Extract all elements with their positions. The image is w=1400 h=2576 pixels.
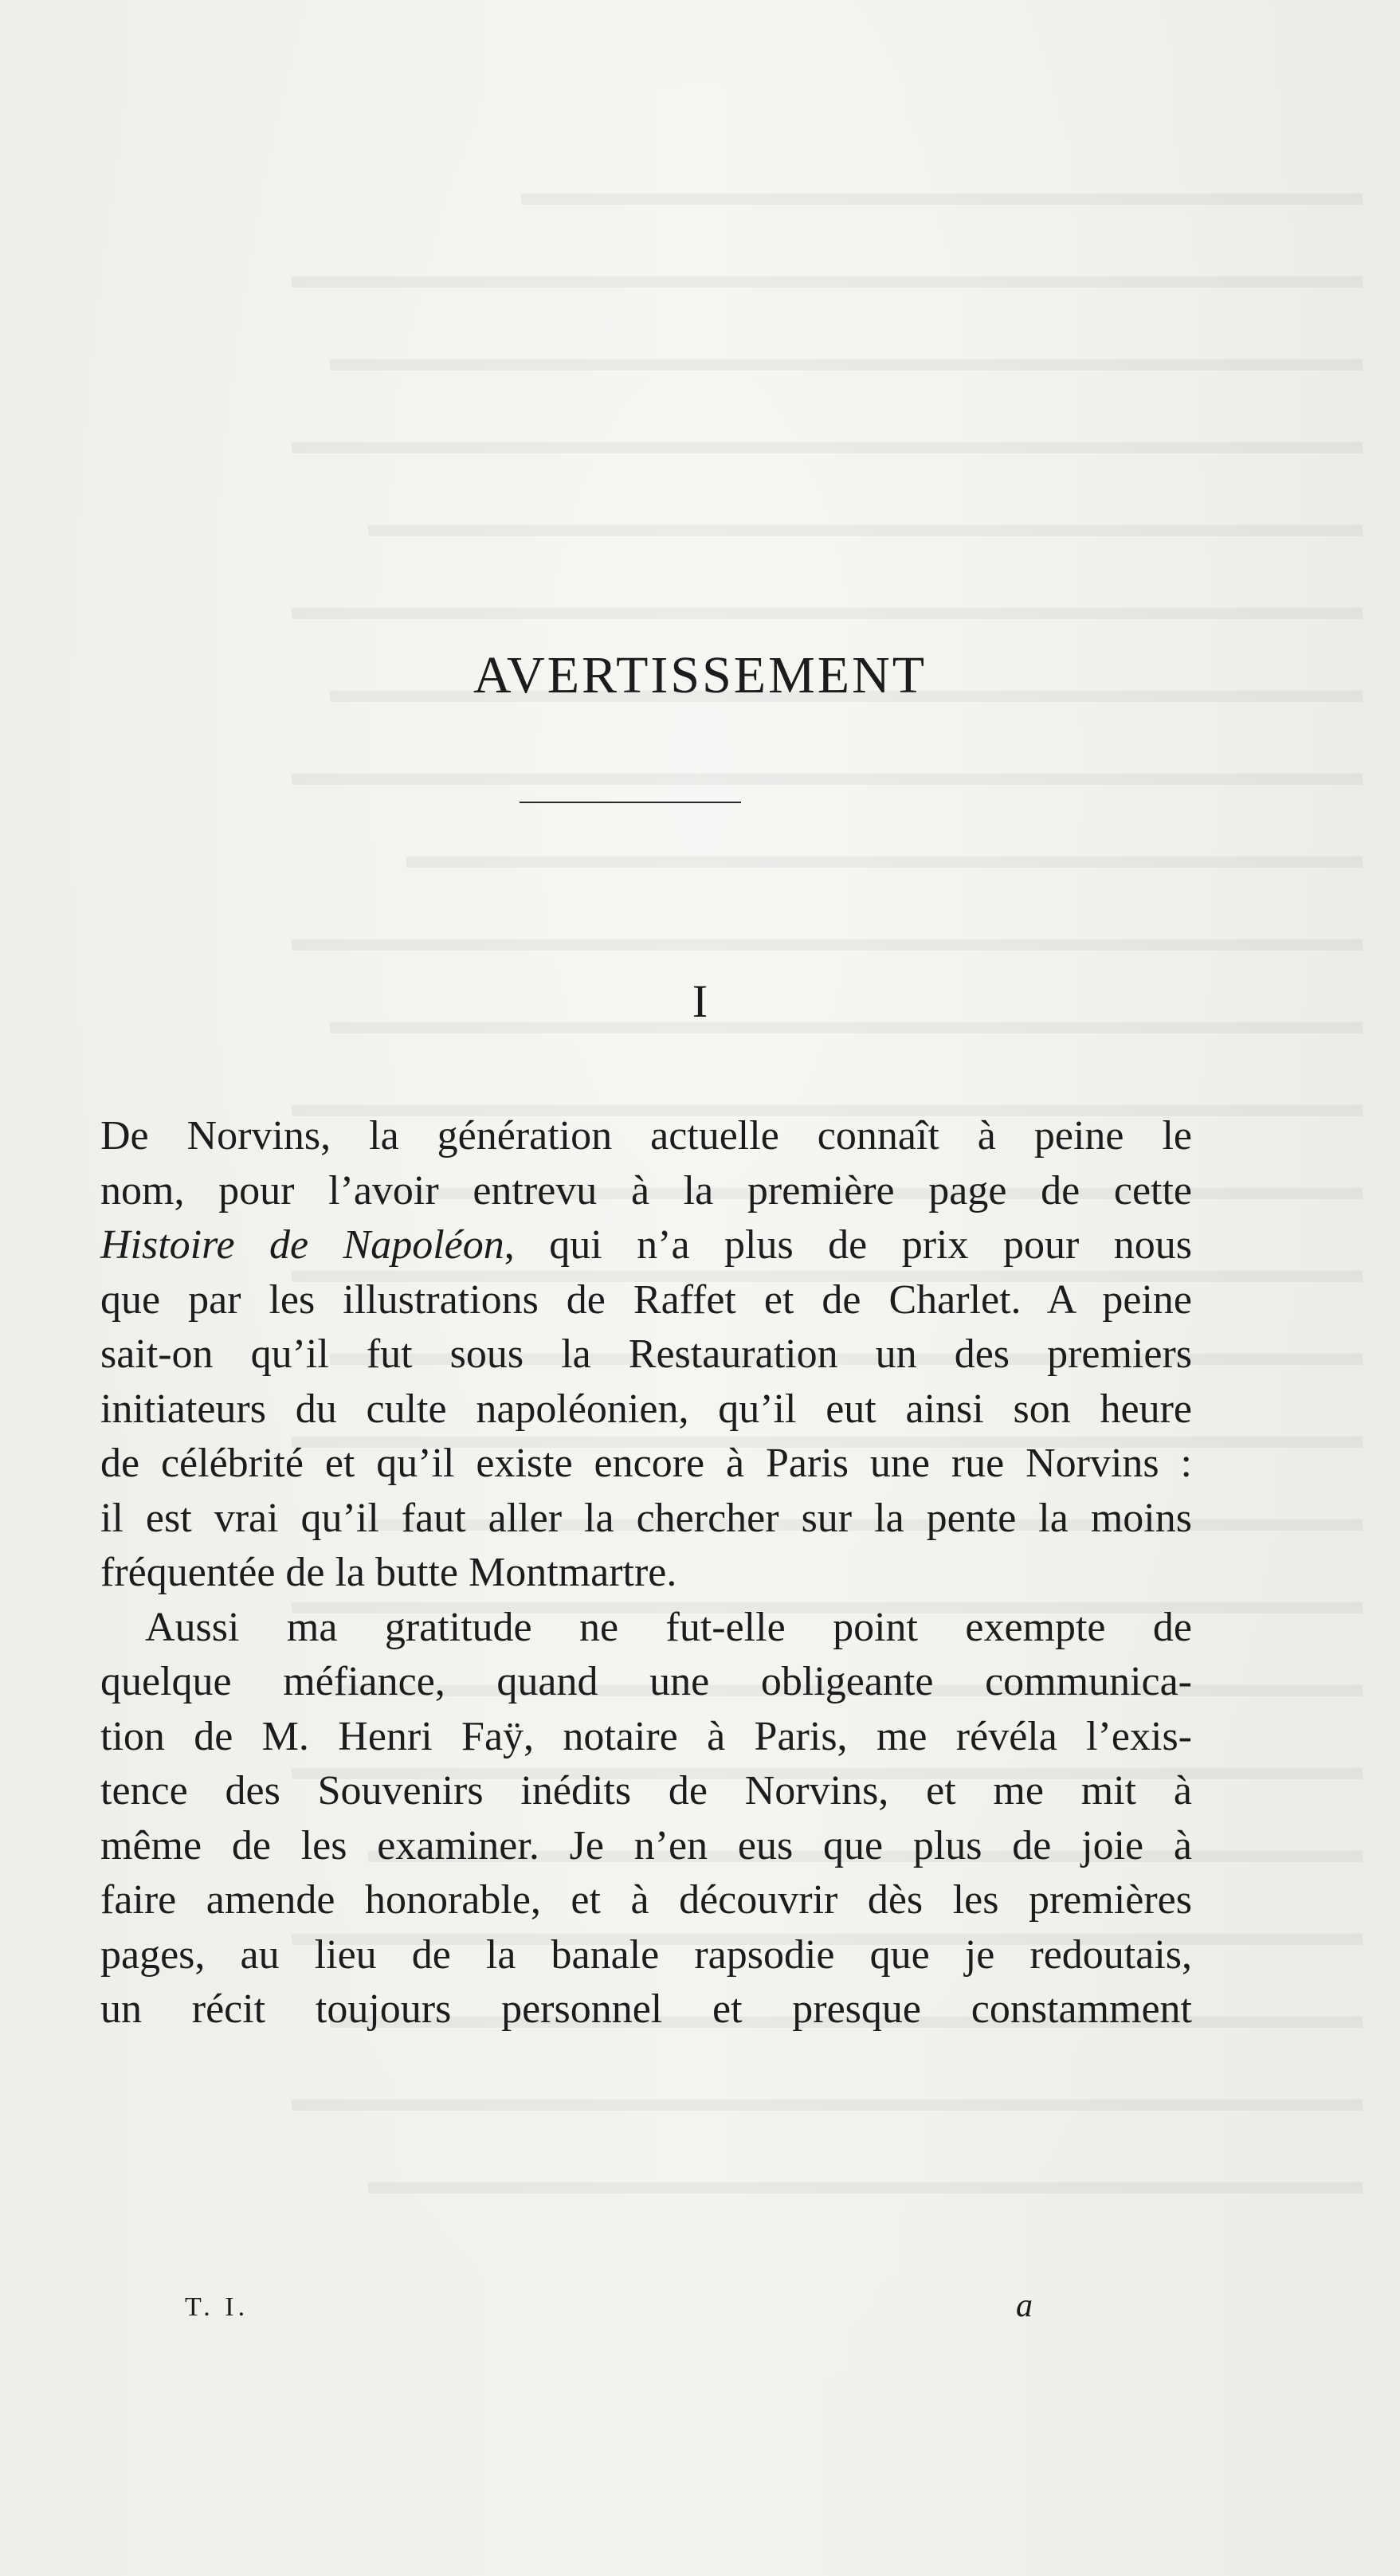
page-heading: AVERTISSEMENT [473,646,927,704]
signature-mark: T. I. [185,2292,249,2322]
text-line: De Norvins, la génération actuelle connaît à peine le [100,1113,1192,1159]
sheet-mark: a [1016,2288,1033,2324]
text-line: Aussi ma gratitude ne fut-elle point exempte de [145,1604,1192,1650]
text-line: pages, au lieu de la banale rapsodie que je redoutais, [100,1931,1192,1978]
text-line: faire amende honorable, et à découvrir dès les premières [100,1877,1192,1923]
text-line: quelque méfiance, quand une obligeante communica- [100,1659,1192,1704]
text-line: tion de M. Henri Faÿ, notaire à Paris, me révéla l’exis- [100,1713,1192,1759]
text-line: fréquentée de la butte Montmartre. [100,1550,677,1595]
text-line: tence des Souvenirs inédits de Norvins, et me mit à [100,1768,1192,1813]
heading-rule [520,802,741,803]
text-line: il est vrai qu’il faut aller la chercher sur la pente la moins [100,1495,1192,1541]
section-number: I [692,975,708,1027]
text-line: initiateurs du culte napoléonien, qu’il eut ainsi son heure [100,1386,1192,1432]
book-title-italic: Histoire de Napoléon [100,1222,504,1268]
text-line: que par les illustrations de Raffet et de Charlet. A peine [100,1276,1192,1323]
text-line: nom, pour l’avoir entrevu à la première page de cette [100,1167,1192,1214]
text-line: de célébrité et qu’il existe encore à Paris une rue Norvins : [100,1441,1192,1486]
body-text [100,1109,1192,2037]
text-line: un récit toujours personnel et presque constamment [100,1986,1192,2032]
text-line: sait-on qu’il fut sous la Restauration un des premiers [100,1331,1192,1377]
text-line: Histoire de Napoléon, qui n’a plus de prix pour nous [100,1222,1192,1268]
text-line: même de les examiner. Je n’en eus que plus de joie à [100,1822,1192,1868]
